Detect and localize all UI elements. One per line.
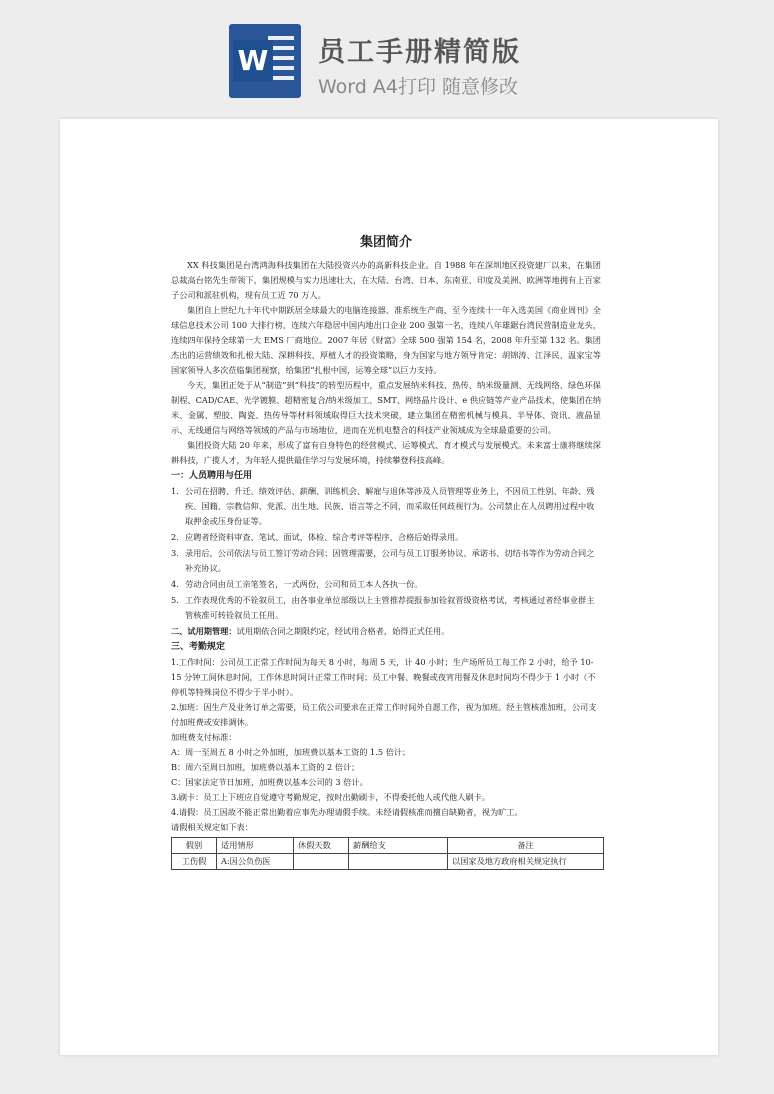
table-header-cell: 假别 [172,838,217,854]
list-text: 应聘者经资料审查、笔试、面试、体检、综合考评等程序，合格后始得录用。 [185,532,464,542]
attendance-line: 2.加班：因生产及业务订单之需要，员工依公司要求在正常工作时间外自愿工作，视为加班。经主管核准加班，公司支付加班费或安排调休。 [171,702,597,727]
attendance-line: 1.工作时间：公司员工正常工作时间为每天 8 小时，每周 5 天，计 40 小时；生产场所员工每工作 2 小时，给予 10-15 分钟工间休息时间，工作休息时间计正常工作时间；员工中餐、晚餐或夜宵用餐及休息时间均不得少于 1 小时（不停机等特殊岗位不得少于半小时）。 [171,657,596,697]
table-cell [294,854,349,870]
banner-subtitle: Word A4打印 随意修改 [318,76,519,98]
list-text: 劳动合同由员工亲笔签名，一式两份，公司和员工本人各执一份。 [185,579,423,589]
word-logo-icon [229,24,301,98]
intro-paragraph: 今天，集团正处于从“制造”到“科技”的转型历程中，重点发展纳米科技、热传、纳米级量测、无线网络、绿色环保制程、CAD/CAE、光学镀膜、超精密复合/纳米级加工、SMT、网络晶片设计、e 供应链等产业产品技术，使集团在纳米、金属、塑胶、陶瓷、热传导等材料领域取得巨大技术突破，建立集团在精密机械与模具、半导体、资讯、液晶显示、无线通信与网络等领域的产品与市场地位，进而在光机电整合的科技产业领域成为全球最重要的公司。 [171,380,601,435]
intro-paragraph: 集团自上世纪九十年代中期跃居全球最大的电脑连接器、准系统生产商，至今连续十一年入选美国《商业周刊》全球信息技术公司 100 大排行榜，连续六年稳居中国内地出口企业 200 强第一名，连续八年雄踞台湾民营制造业龙头，连续四年保持全球第一大 EMS 厂商地位。2007 年居《财富》全球 500 强第 154 名，2008 年升至第 132 名。集团杰出的运营绩效和扎根大陆、深耕科技、厚植人才的投资策略，身为国家与地方领导肯定：胡锦涛、江泽民、温家宝等国家领导人多次莅临集团视察，给集团“扎根中国，运筹全球”以巨力支持。 [171,305,601,375]
table-cell: 以国家及地方政府相关规定执行 [448,854,604,870]
banner-title: 员工手册精简版 [318,37,521,68]
table-cell [349,854,448,870]
list-item [171,593,601,623]
list-number: 2. [171,532,179,542]
intro-paragraph: XX 科技集团是台湾鸿海科技集团在大陆投资兴办的高新科技企业。自 1988 年在深圳地区投资建厂以来，在集团总裁高台铭先生带领下，集团规模与实力迅速壮大，在大陆、台湾、日本、东南亚、印度及美洲、欧洲等地拥有上百家子公司和派驻机构，现有员工近 70 万人。 [171,260,601,300]
attendance-line: B：周六至周日加班，加班费以基本工资的 2 倍计； [171,762,360,772]
list-text: 工作表现优秀的不铨叙员工，由各事业单位部级以上主管推荐提报参加铨叙晋级资格考试，考核通过者经事业群主管核准可转铨叙员工任用。 [185,595,595,620]
table-header-cell: 备注 [448,838,604,854]
word-logo-letter: W [233,40,273,82]
table-cell: A:因公负伤医 [217,854,294,870]
table-header-cell: 薪酬给支 [349,838,448,854]
hiring-rules-list [171,484,601,623]
section-heading: 二、试用期管理： [171,626,237,636]
document-content [171,231,601,870]
list-item [171,484,601,529]
probation-text: 试用期依合同之期限约定，经试用合格者，始得正式任用。 [236,626,450,636]
attendance-line: 3.刷卡：员工上下班应自觉遵守考勤规定，按时出勤刷卡，不得委托他人或代他人刷卡。 [171,792,490,802]
list-item [171,577,601,592]
intro-paragraph: 集团投资大陆 20 年来，形成了富有自身特色的经营模式、运筹模式、育才模式与发展模式。未来富士康将继续深耕科技，广揽人才，为年轻人提供最佳学习与发展环境，持续攀登科技高峰。 [171,440,601,465]
attendance-line: 加班费支付标准： [171,732,237,742]
table-cell: 工伤假 [172,854,217,870]
probation-rule [171,624,601,639]
list-item [171,530,601,545]
list-text: 公司在招聘、升迁、绩效评估、薪酬、训练机会、解雇与退休等涉及人员管理等业务上，不因员工性别、年龄、残疾、国籍、宗教信仰、党派、出生地、民族、语言等之不同，而采取任何歧视行为。公司禁止在人员聘用过程中收取押金或压身份证等。 [185,486,595,526]
banner [0,0,774,118]
list-text: 录用后，公司依法与员工签订劳动合同；因管理需要，公司与员工订服务协议、承诺书、切结书等作为劳动合同之补充协议。 [185,548,595,573]
document-title: 集团简介 [359,235,412,250]
attendance-line: 请假相关规定如下表： [171,822,253,832]
document-page [60,119,718,1055]
table-header-cell: 适用情形 [217,838,294,854]
attendance-line: C：国家法定节日加班，加班费以基本公司的 3 倍计。 [171,777,368,787]
table-header-cell: 休假天数 [294,838,349,854]
list-number: 5. [171,595,179,605]
table-row [172,854,604,870]
section-heading: 三、考勤规定 [171,642,226,652]
attendance-line: 4.请假：员工因故不能正常出勤着应事先办理请假手续。未经请假核准而擅自缺勤者，视为旷工。 [171,807,523,817]
leave-table [171,837,604,870]
list-number: 3. [171,548,179,558]
list-item [171,546,601,576]
section-heading: 一：人员聘用与任用 [171,471,253,481]
attendance-line: A：周一至周五 8 小时之外加班，加班费以基本工资的 1.5 倍计； [171,747,411,757]
table-header-row [172,838,604,854]
list-number: 1. [171,486,179,496]
list-number: 4. [171,579,179,589]
